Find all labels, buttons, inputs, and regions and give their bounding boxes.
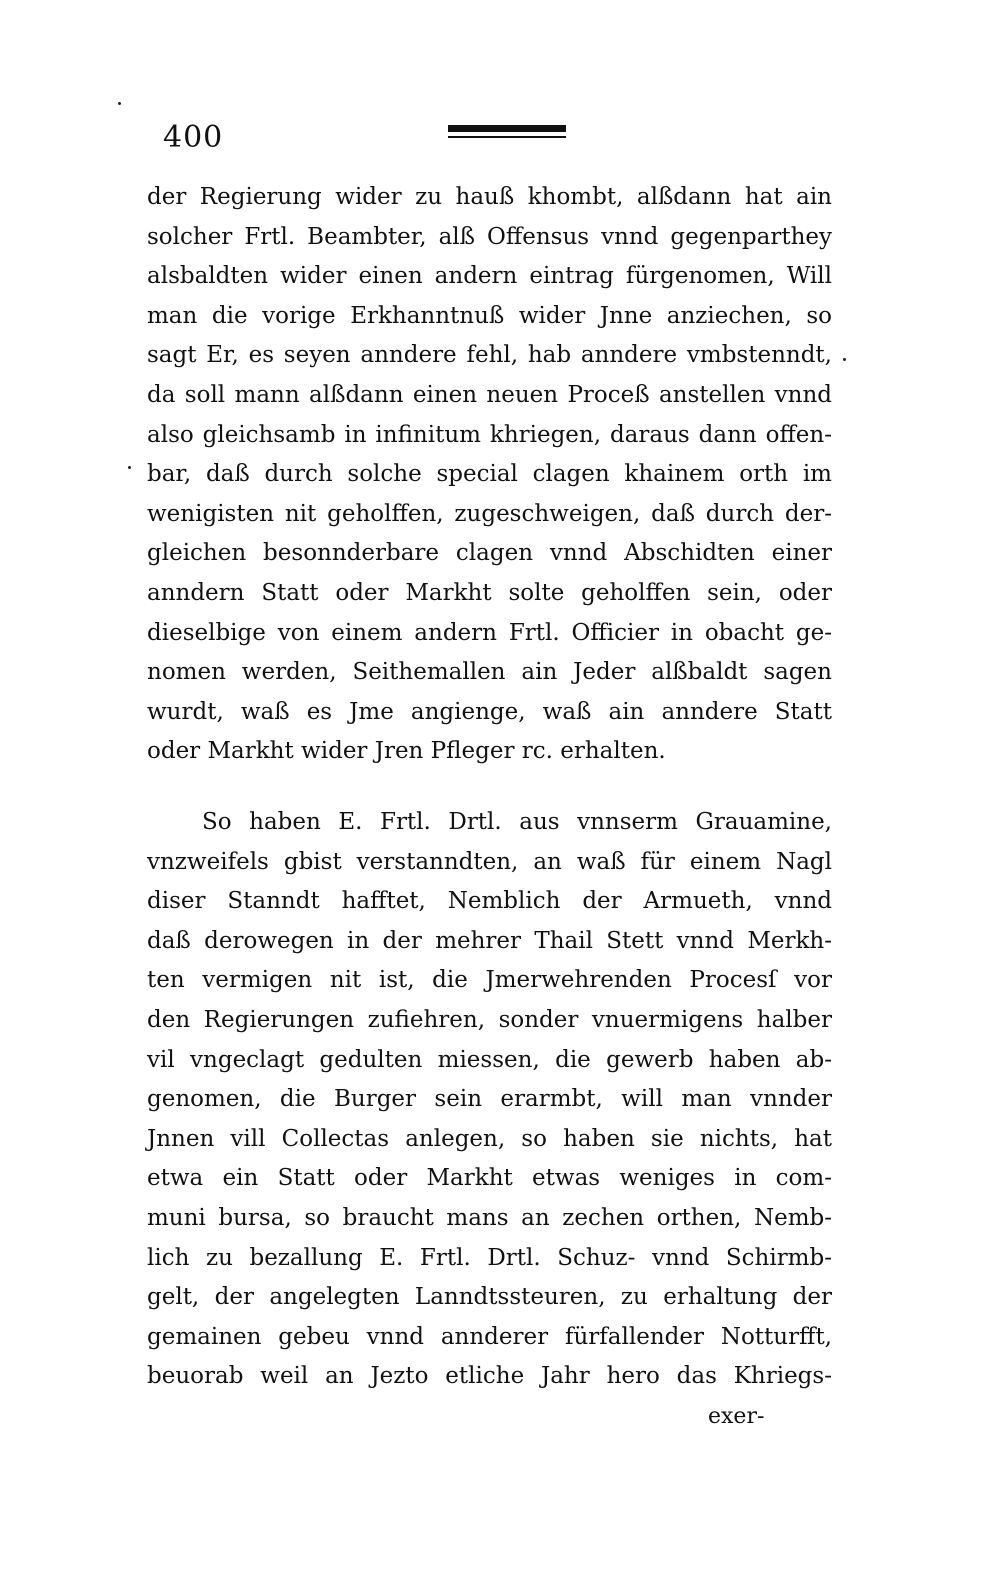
header-rule-thin [448,136,566,138]
text-line: genomen, die Burger sein erarmbt, will man vnnder [147,1086,832,1113]
text-line: etwa ein Statt oder Markht etwas weniges in com- [147,1165,832,1192]
text-line: oder Markht wider Jren Pfleger rc. erhalten. [147,738,666,765]
text-line: ten vermigen nit ist, die Jmerwehrenden Procesſ vor [147,967,832,994]
text-line: da soll mann alßdann einen neuen Proceß anstellen vnnd [147,382,832,408]
text-line: der Regierung wider zu hauß khombt, alßdann hat ain [147,184,832,210]
margin-mark [118,102,121,105]
header-rule [448,125,566,139]
text-line: bar, daß durch solche special clagen khainem orth im [147,461,832,488]
text-line: gelt, der angelegten Lanndtssteuren, zu erhaltung der [147,1284,832,1311]
text-line: daß derowegen in der mehrer Thail Stett vnnd Merkh- [147,927,832,954]
text-line: anndern Statt oder Markht solte geholffen sein, oder [147,580,832,606]
text-line: also gleichsamb in infinitum khriegen, daraus dann offen- [147,421,832,448]
text-line: sagt Er, es seyen anndere fehl, hab anndere vmbstenndt, [147,342,832,369]
text-line: muni bursa, so braucht mans an zechen orthen, Nemb- [147,1205,832,1231]
header-rule-thick [448,125,566,132]
text-line: vil vngeclagt gedulten miessen, die gewerb haben ab- [147,1046,832,1073]
text-line: dieselbige von einem andern Frtl. Officier in obacht ge- [147,619,832,646]
text-line: So haben E. Frtl. Drtl. aus vnnserm Grauamine, [202,809,832,835]
text-line: gemainen gebeu vnnd annderer fürfallender Notturfft, [147,1323,832,1350]
margin-mark [128,466,131,469]
text-line: alsbaldten wider einen andern eintrag fürgenomen, Will [147,263,832,290]
catchword: exer- [708,1404,765,1429]
text-line: gleichen besonnderbare clagen vnnd Abschidten einer [147,540,832,567]
margin-mark [843,358,846,361]
text-line: man die vorige Erkhanntnuß wider Jnne anziechen, so [147,302,832,329]
text-line: lich zu bezallung E. Frtl. Drtl. Schuz- vnnd Schirmb- [147,1244,832,1271]
text-line: den Regierungen zufiehren, sonder vnuermigens halber [147,1007,832,1033]
text-line: diser Stanndt hafftet, Nemblich der Armueth, vnnd [147,888,832,915]
text-line: wenigisten nit geholffen, zugeschweigen, daß durch der- [147,500,832,527]
text-line: Jnnen vill Collectas anlegen, so haben sie nichts, hat [147,1125,832,1152]
text-line: vnzweifels gbist verstanndten, an waß für einem Nagl [147,848,832,875]
page-number: 400 [163,120,224,155]
text-line: beuorab weil an Jezto etliche Jahr hero das Khriegs- [147,1363,832,1390]
text-line: wurdt, waß es Jme angienge, waß ain anndere Statt [147,698,832,725]
text-line: nomen werden, Seithemallen ain Jeder alßbaldt sagen [147,659,832,686]
text-line: solcher Frtl. Beambter, alß Offensus vnnd gegenparthey [147,223,832,250]
